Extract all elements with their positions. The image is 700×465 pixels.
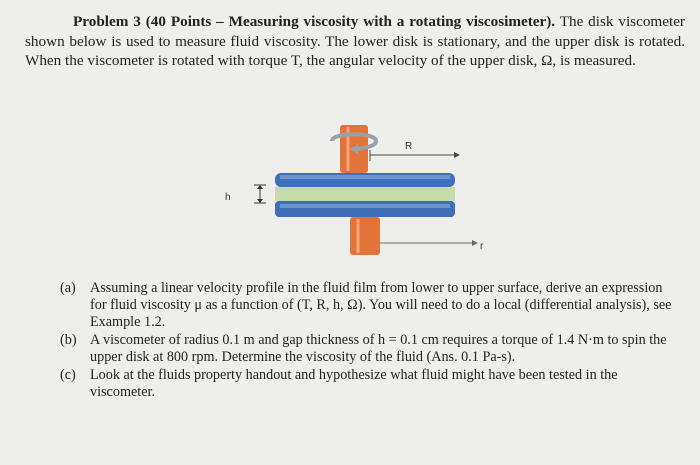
part-b [60,332,680,366]
lower-disk [275,201,455,217]
gap-dimension [254,185,266,203]
problem-parts [60,280,680,402]
problem-statement [25,12,685,71]
part-text: Look at the fluids property handout and hypothesize what fluid might have been tested in the viscometer. [90,367,618,400]
viscometer-figure [200,125,500,265]
part-text: A viscometer of radius 0.1 m and gap thickness of h = 0.1 cm requires a torque of 1.4 N·m to spin the upper disk at 800 rpm. Determine the viscosity of the fluid (Ans. 0.1 Pa-s). [90,332,667,365]
fluid-film [275,187,455,201]
problem-heading: Problem 3 (40 Points – Measuring viscosity with a rotating viscosimeter). [73,13,556,30]
part-c [60,367,680,401]
part-a [60,280,680,331]
label-R: R [405,141,413,152]
part-label: (c) [60,367,76,383]
label-h: h [225,192,231,203]
part-text: Assuming a linear velocity profile in the fluid film from lower to upper surface, derive an expression for fluid viscosity μ as a function of (T, R, h, Ω). You will need to do a local (differential analysis), see Example 1.2. [90,280,672,330]
part-label: (a) [60,280,76,296]
part-label: (b) [60,332,77,348]
label-r: r [480,241,484,252]
problem-body: The disk viscometer shown below is used to measure fluid viscosity. The lower disk is stationary, and the upper disk is rotated. When the viscometer is rotated with torque T, the angular velocity of the upper disk, Ω, is measured. [25,13,685,69]
lower-shaft [350,217,380,255]
